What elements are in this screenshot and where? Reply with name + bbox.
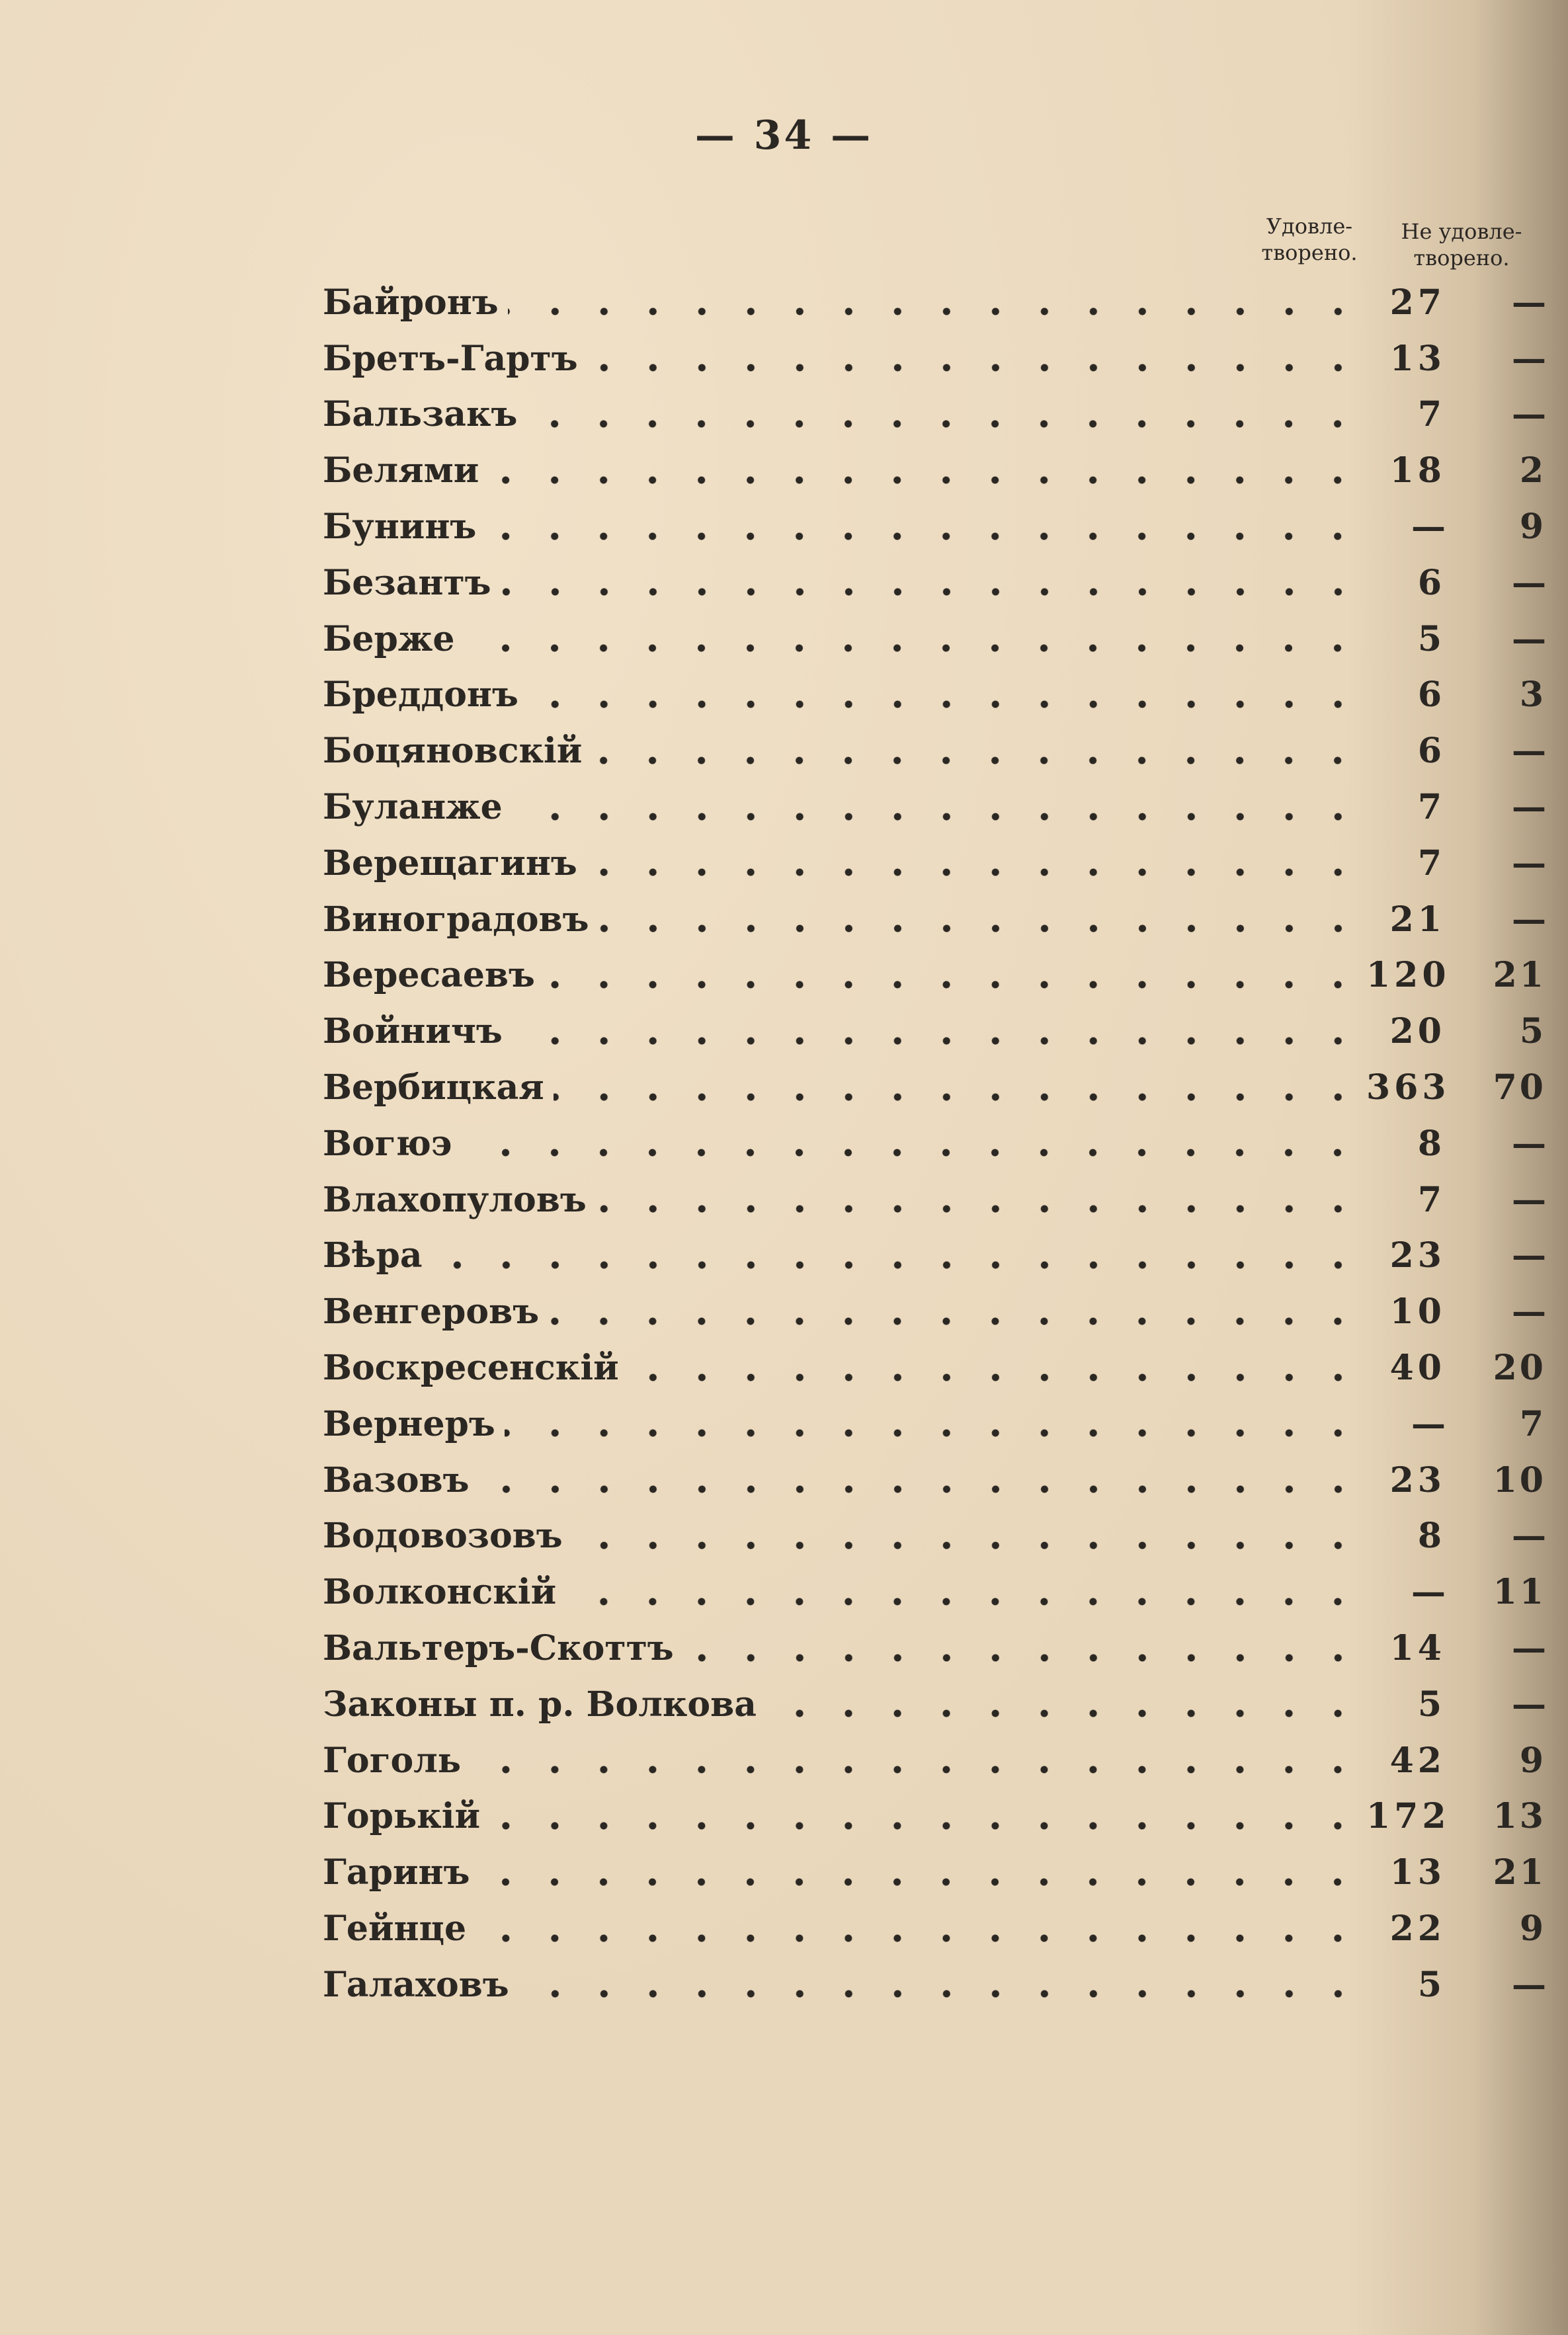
dot-leader <box>512 1014 1366 1049</box>
satisfied-count: 7 <box>1417 1179 1446 1220</box>
unsatisfied-count: — <box>1512 394 1546 435</box>
unsatisfied-count: — <box>1512 1516 1546 1557</box>
unsatisfied-count: 3 <box>1519 675 1546 716</box>
list-item <box>323 723 1546 779</box>
unsatisfied-count: 13 <box>1493 1796 1546 1837</box>
list-item <box>323 1396 1546 1452</box>
unsatisfied-count: — <box>1512 1291 1546 1332</box>
author-name: Гоголь <box>323 1740 462 1781</box>
satisfied-count: 20 <box>1389 1011 1446 1052</box>
unsatisfied-count: — <box>1512 338 1546 379</box>
unsatisfied-count: — <box>1512 1123 1546 1164</box>
unsatisfied-count: — <box>1512 1179 1546 1220</box>
unsatisfied-count: — <box>1512 1964 1546 2005</box>
unsatisfied-count: 2 <box>1519 450 1546 491</box>
unsatisfied-count: — <box>1512 562 1546 603</box>
dot-leader <box>475 1912 1366 1946</box>
dot-leader <box>470 1743 1366 1778</box>
unsatisfied-count: — <box>1512 1628 1546 1669</box>
list-item <box>323 667 1546 723</box>
unsatisfied-count: 70 <box>1493 1067 1546 1108</box>
satisfied-count: 5 <box>1417 1684 1446 1725</box>
unsatisfied-count: — <box>1512 618 1546 659</box>
dot-leader <box>766 1687 1366 1721</box>
satisfied-count: 363 <box>1366 1067 1450 1108</box>
author-name: Влахопуловъ <box>323 1179 587 1220</box>
unsatisfied-count: 5 <box>1519 1011 1546 1052</box>
dot-leader <box>548 1295 1366 1329</box>
satisfied-count: — <box>1411 1572 1446 1613</box>
author-name: Верещагинъ <box>323 842 577 883</box>
unsatisfied-count: 20 <box>1493 1348 1546 1389</box>
author-name: Белями <box>323 450 479 491</box>
unsatisfied-count: — <box>1512 1684 1546 1725</box>
dot-leader <box>544 958 1366 993</box>
dot-leader <box>526 397 1366 432</box>
satisfied-count: 5 <box>1417 1964 1446 2005</box>
author-name: Байронъ <box>323 282 499 323</box>
dot-leader <box>488 454 1366 488</box>
satisfied-count: 5 <box>1417 618 1446 659</box>
author-name: Вернеръ <box>323 1403 495 1444</box>
dot-leader <box>461 1126 1366 1161</box>
list-item <box>323 442 1546 499</box>
list-item <box>323 1901 1546 1957</box>
list-item <box>323 1508 1546 1565</box>
dot-leader <box>485 510 1366 544</box>
list-item <box>323 779 1546 835</box>
column-header-satisfied <box>1243 213 1376 266</box>
author-name: Берже <box>323 618 455 659</box>
dot-leader <box>479 1463 1366 1497</box>
list-item <box>323 1059 1546 1116</box>
satisfied-count: 27 <box>1389 282 1446 323</box>
list-item <box>323 1003 1546 1059</box>
author-name: Вазовъ <box>323 1459 470 1500</box>
satisfied-count: 8 <box>1417 1516 1446 1557</box>
author-name: Боцяновскій <box>323 731 583 772</box>
satisfied-count: 23 <box>1389 1459 1446 1500</box>
list-item <box>323 1340 1546 1396</box>
dot-leader <box>587 846 1366 880</box>
satisfied-count: 6 <box>1417 731 1446 772</box>
list-item <box>323 611 1546 667</box>
column-header-satisfied-line-1: Удовле- <box>1266 214 1353 239</box>
list-item <box>323 331 1546 387</box>
dot-leader <box>554 1071 1366 1105</box>
dot-leader <box>501 565 1366 600</box>
unsatisfied-count: — <box>1512 899 1546 940</box>
satisfied-count: — <box>1411 507 1446 548</box>
satisfied-count: 22 <box>1389 1908 1446 1949</box>
list-item <box>323 1733 1546 1789</box>
author-name: Воскресенскій <box>323 1348 619 1389</box>
satisfied-count: 120 <box>1366 955 1450 996</box>
dot-leader <box>598 902 1366 936</box>
satisfied-count: 13 <box>1389 1852 1446 1893</box>
list-item <box>323 387 1546 443</box>
satisfied-count: 6 <box>1417 562 1446 603</box>
list-item <box>323 1116 1546 1172</box>
author-name: Гейнце <box>323 1908 467 1949</box>
dot-leader <box>587 341 1366 376</box>
unsatisfied-count: — <box>1512 787 1546 828</box>
author-name: Виноградовъ <box>323 899 589 940</box>
unsatisfied-count: 10 <box>1493 1459 1546 1500</box>
unsatisfied-count: 9 <box>1519 1908 1546 1949</box>
list-item <box>323 1228 1546 1284</box>
satisfied-count: 10 <box>1389 1291 1446 1332</box>
unsatisfied-count: 9 <box>1519 1740 1546 1781</box>
list-item <box>323 1564 1546 1620</box>
list-item <box>323 1844 1546 1901</box>
satisfied-count: 42 <box>1389 1740 1446 1781</box>
satisfied-count: 7 <box>1417 842 1446 883</box>
dot-leader <box>508 285 1366 319</box>
satisfied-count: 14 <box>1389 1628 1446 1669</box>
author-list <box>323 274 1546 2013</box>
author-name: Вересаевъ <box>323 955 535 996</box>
column-header-satisfied-line-2: творено. <box>1261 240 1358 265</box>
satisfied-count: — <box>1411 1403 1446 1444</box>
unsatisfied-count: — <box>1512 731 1546 772</box>
dot-leader <box>505 1407 1366 1441</box>
dot-leader <box>464 622 1366 656</box>
author-name: Войничъ <box>323 1011 503 1052</box>
list-item <box>323 555 1546 611</box>
list-item <box>323 1284 1546 1340</box>
author-name: Бунинъ <box>323 507 477 548</box>
satisfied-count: 8 <box>1417 1123 1446 1164</box>
list-item <box>323 948 1546 1004</box>
list-item <box>323 1172 1546 1228</box>
satisfied-count: 18 <box>1389 450 1446 491</box>
author-name: Волконскій <box>323 1572 557 1613</box>
author-name: Законы п. р. Волкова <box>323 1684 757 1725</box>
list-item <box>323 1789 1546 1845</box>
author-name: Вербицкая <box>323 1067 544 1108</box>
dot-leader <box>565 1575 1366 1610</box>
list-item <box>323 274 1546 331</box>
author-name: Безантъ <box>323 562 491 603</box>
dot-leader <box>512 790 1366 825</box>
column-header-unsatisfied-line-1: Не удовле- <box>1401 219 1522 244</box>
list-item <box>323 1452 1546 1508</box>
column-header-unsatisfied-line-2: творено. <box>1413 245 1510 270</box>
satisfied-count: 21 <box>1389 899 1446 940</box>
unsatisfied-count: — <box>1512 282 1546 323</box>
dot-leader <box>528 678 1366 712</box>
satisfied-count: 13 <box>1389 338 1446 379</box>
author-name: Вѣра <box>323 1235 423 1276</box>
satisfied-count: 23 <box>1389 1235 1446 1276</box>
list-item <box>323 835 1546 891</box>
author-name: Бальзакъ <box>323 394 518 435</box>
author-name: Бреддонъ <box>323 675 518 716</box>
satisfied-count: 40 <box>1389 1348 1446 1389</box>
dot-leader <box>591 734 1366 768</box>
unsatisfied-count: 9 <box>1519 507 1546 548</box>
unsatisfied-count: 11 <box>1493 1572 1546 1613</box>
author-name: Венгеровъ <box>323 1291 540 1332</box>
author-name: Вогюэ <box>323 1123 452 1164</box>
author-name: Водовозовъ <box>323 1516 563 1557</box>
dot-leader <box>628 1351 1366 1385</box>
satisfied-count: 7 <box>1417 394 1446 435</box>
unsatisfied-count: 7 <box>1519 1403 1546 1444</box>
list-item <box>323 499 1546 555</box>
author-name: Галаховъ <box>323 1964 509 2005</box>
dot-leader <box>479 1856 1366 1890</box>
unsatisfied-count: 21 <box>1493 955 1546 996</box>
unsatisfied-count: 21 <box>1493 1852 1546 1893</box>
satisfied-count: 6 <box>1417 675 1446 716</box>
author-name: Вальтеръ-Скоттъ <box>323 1628 674 1669</box>
unsatisfied-count: — <box>1512 1235 1546 1276</box>
dot-leader <box>489 1799 1366 1834</box>
page-number: — 34 — <box>694 112 874 159</box>
satisfied-count: 7 <box>1417 787 1446 828</box>
author-name: Горькій <box>323 1796 481 1837</box>
list-item <box>323 1957 1546 2013</box>
list-item <box>323 1620 1546 1676</box>
column-header-unsatisfied <box>1382 218 1541 271</box>
dot-leader <box>596 1182 1366 1217</box>
satisfied-count: 172 <box>1366 1796 1450 1837</box>
dot-leader <box>572 1519 1366 1553</box>
dot-leader <box>432 1239 1366 1273</box>
list-item <box>323 1676 1546 1733</box>
dot-leader <box>683 1631 1366 1666</box>
author-name: Гаринъ <box>323 1852 470 1893</box>
author-name: Буланже <box>323 787 503 828</box>
unsatisfied-count: — <box>1512 842 1546 883</box>
dot-leader <box>518 1967 1366 2002</box>
author-name: Бретъ-Гартъ <box>323 338 578 379</box>
list-item <box>323 891 1546 948</box>
